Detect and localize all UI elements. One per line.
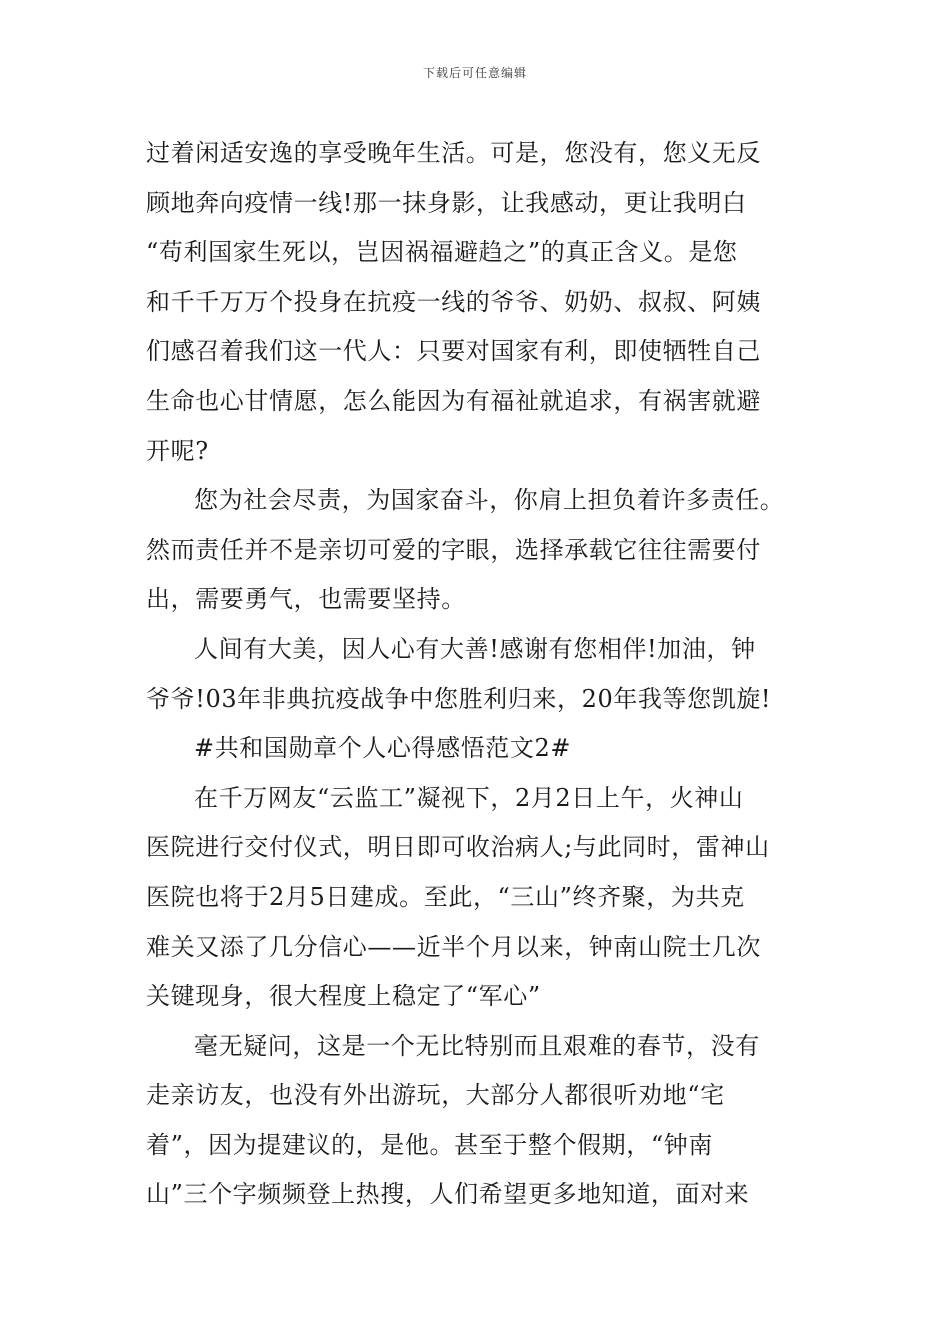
text-line: 难关又添了几分信心——近半个月以来，钟南山院士几次 [146,932,761,961]
download-note: 下载后可任意编辑 [422,66,527,80]
text-line: 医院也将于2月5日建成。至此，“三山”终齐聚，为共克 [146,882,745,911]
text-line: 开呢? [146,436,209,465]
text-line: 生命也心甘情愿，怎么能因为有福祉就追求，有祸害就避 [146,386,761,415]
text-line: 出，需要勇气，也需要坚持。 [146,585,466,614]
text-line: 着”，因为提建议的，是他。甚至于整个假期，“钟南 [146,1130,713,1159]
text-line: 过着闲适安逸的享受晚年生活。可是，您没有，您义无反 [146,139,761,167]
text-line: 走亲访友，也没有外出游玩，大部分人都很听劝地“宅 [146,1081,725,1110]
text-line: 山”三个字频频登上热搜，人们希望更多地知道，面对来 [146,1180,750,1209]
paragraph-start-line: 人间有大美，因人心有大善!感谢有您相伴!加油，钟 [194,634,756,663]
text-line: 医院进行交付仪式，明日即可收治病人;与此同时，雷神山 [146,833,770,862]
text-line: 们感召着我们这一代人：只要对国家有利，即使牺牲自己 [146,337,761,366]
text-line: 和千千万万个投身在抗疫一线的爷爷、奶奶、叔叔、阿姨 [146,287,761,316]
paragraph-start-line: 您为社会尽责，为国家奋斗，你肩上担负着许多责任。 [194,486,785,515]
section-heading: #共和国勋章个人心得感悟范文2# [194,734,572,763]
paragraph-start-line: 毫无疑问，这是一个无比特别而且艰难的春节，没有 [194,1031,760,1060]
text-line: 关键现身，很大程度上稳定了“军心” [146,982,541,1011]
text-line: 顾地奔向疫情一线!那一抹身影，让我感动，更让我明白 [146,188,747,217]
text-line: “苟利国家生死以，岂因祸福避趋之”的真正含义。是您 [146,238,738,267]
paragraph-start-line: 在千万网友“云监工”凝视下，2月2日上午，火神山 [194,783,744,812]
article-body [146,129,810,1220]
text-line: 爷爷!03年非典抗疫战争中您胜利归来，20年我等您凯旋! [146,684,772,713]
text-line: 然而责任并不是亲切可爱的字眼，选择承载它往往需要付 [146,535,761,564]
